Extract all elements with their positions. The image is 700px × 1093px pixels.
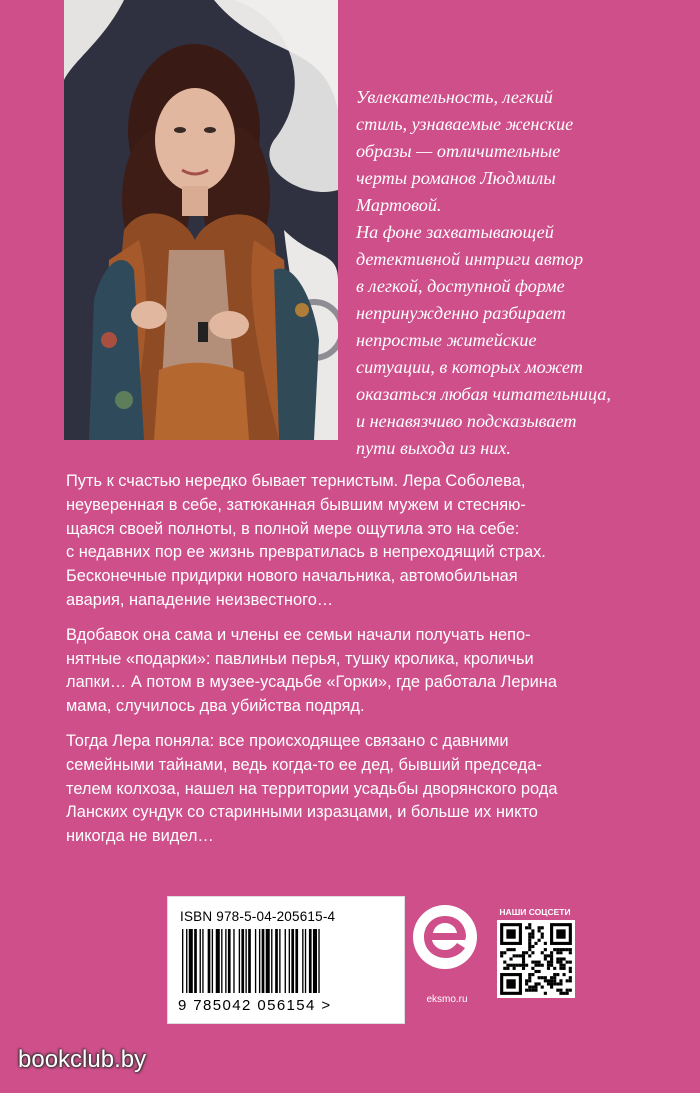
book-blurb (356, 84, 686, 462)
isbn-barcode (167, 896, 405, 1024)
blurb-line: На фоне захватывающей (356, 222, 554, 242)
paragraph-line: лапки… А потом в музее-усадьбе «Горки», где работала Лерина (66, 673, 557, 692)
blurb-line: ситуации, в которых может (356, 357, 583, 377)
description-paragraph-3 (66, 730, 682, 849)
paragraph-line: щаяся своей полноты, в полной мере ощутила это на себе: (66, 519, 520, 538)
blurb-line: образы — отличительные (356, 141, 561, 161)
paragraph-line: с недавних пор ее жизнь превратилась в непреходящий страх. (66, 543, 546, 562)
paragraph-line: семейными тайнами, ведь когда-то ее дед, бывший председа- (66, 755, 542, 774)
blurb-line: стиль, узнаваемые женские (356, 114, 574, 134)
paragraph-line: Путь к счастью нередко бывает тернистым. Лера Соболева, (66, 472, 526, 490)
blurb-line: в легкой, доступной форме (356, 276, 565, 296)
paragraph-line: нятные «подарки»: павлиньи перья, тушку кролика, кроличьи (66, 649, 534, 668)
blurb-line: Увлекательность, легкий (356, 87, 553, 107)
publisher-url[interactable]: eksmo.ru (426, 994, 468, 1005)
ean-digits: 9 785042 056154 > (178, 997, 332, 1014)
isbn-number: ISBN 978-5-04-205615-4 (180, 909, 336, 924)
qr-code-icon[interactable] (497, 920, 575, 998)
blurb-line: детективной интриги автор (356, 249, 584, 269)
watermark: bookclub.by (18, 1046, 147, 1073)
paragraph-line: телем колхоза, нашел на территории усадьбы дворянского рода (66, 779, 558, 798)
paragraph-line: Вдобавок она сама и члены ее семьи начали получать непо- (66, 625, 531, 644)
description-paragraph-2 (66, 624, 682, 719)
blurb-line: черты романов Людмилы (356, 168, 556, 188)
paragraph-line: неуверенная в себе, затюканная бывшим мужем и стесняю- (66, 495, 526, 514)
description-paragraph-1 (66, 470, 682, 613)
paragraph-line: Тогда Лера поняла: все происходящее связано с давними (66, 731, 509, 750)
book-description (66, 470, 682, 860)
paragraph-line: Бесконечные придирки нового начальника, автомобильная (66, 567, 518, 586)
social-networks-label: НАШИ СОЦСЕТИ (499, 907, 571, 917)
blurb-line: непринужденно разбирает (356, 303, 566, 323)
eksmo-logo-icon (412, 904, 478, 970)
blurb-line: пути выхода из них. (356, 438, 511, 458)
blurb-line: непростые житейские (356, 330, 537, 350)
barcode-icon (180, 929, 394, 995)
blurb-line: и ненавязчиво подсказывает (356, 411, 577, 431)
blurb-line: Мартовой. (356, 195, 442, 215)
author-photo (64, 0, 338, 440)
paragraph-line: мама, случилось два убийства подряд. (66, 697, 365, 716)
blurb-line: оказаться любая читательница, (356, 384, 611, 404)
paragraph-line: Ланских сундук со старинными изразцами, и больше их никто (66, 803, 538, 822)
paragraph-line: никогда не видел… (66, 827, 214, 846)
paragraph-line: авария, нападение неизвестного… (66, 590, 334, 609)
author-portrait-icon (64, 0, 338, 440)
